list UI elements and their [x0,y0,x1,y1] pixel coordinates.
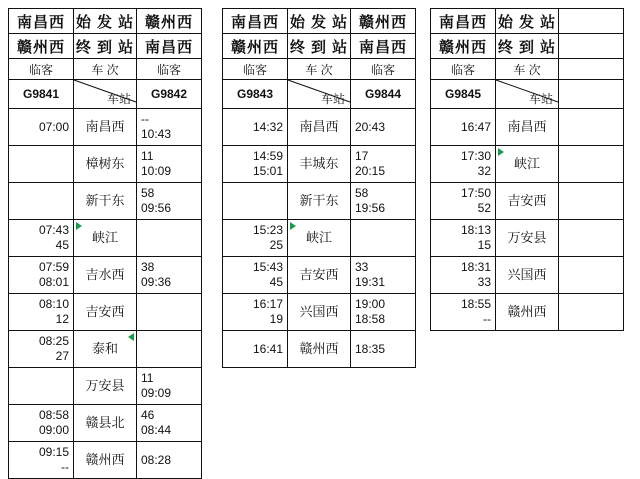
station-name-cell [496,183,559,220]
type-row [9,59,202,80]
marker-triangle-icon [128,333,134,341]
departure-right: 19:56 [355,201,386,215]
table-row [223,220,416,257]
dest-label: 终 到 站 [74,34,137,59]
departure-left: 15:01 [252,164,283,178]
times-right [351,257,416,294]
station-name: 峡江 [91,230,118,245]
times-right [351,331,416,368]
times-left [223,294,288,331]
station-name: 南昌西 [85,119,125,134]
departure-left: 14:32 [252,119,283,134]
departure-right: 10:09 [141,164,172,178]
timetable-block-1 [8,8,202,479]
station-name: 赣州西 [299,341,339,356]
rows-body-3 [431,109,624,331]
station-name-cell [74,294,137,331]
station-name: 新干东 [299,193,339,208]
origin-row [223,9,416,34]
origin-label: 始 发 站 [74,9,137,34]
station-name-cell [288,294,351,331]
arrival-left: 08:25 [38,334,69,348]
station-name: 泰和 [91,341,118,356]
station-name: 赣州西 [85,452,125,467]
station-diagonal-cell [496,80,559,109]
marker-triangle-icon [498,148,504,156]
station-name-cell [288,220,351,257]
train-number-right: G9842 [137,80,202,109]
origin-row [431,9,624,34]
station-name: 吉安西 [85,304,125,319]
dest-left: 赣州西 [9,34,74,59]
arrival-left: 16:41 [252,341,283,356]
departure-left: 12 [55,312,69,326]
times-right [351,109,416,146]
arrival-left: 15:23 [252,223,283,237]
departure-right: 20:43 [355,119,386,134]
station-name-cell [288,331,351,368]
departure-right: 08:44 [141,423,172,437]
table-row [223,257,416,294]
departure-right: 18:58 [355,312,386,326]
station-label: 车站 [320,92,345,106]
times-left [9,405,74,442]
origin-label: 始 发 站 [288,9,351,34]
table-row [9,405,202,442]
departure-left: 08:01 [38,275,69,289]
station-name: 兴国西 [507,267,547,282]
table-row [9,146,202,183]
table-row [223,146,416,183]
train-number-left: G9845 [431,80,496,109]
arrival-right: 46 [141,408,155,422]
times-right [351,294,416,331]
origin-left: 南昌西 [9,9,74,34]
dest-label: 终 到 站 [496,34,559,59]
times-left [223,109,288,146]
times-left [9,442,74,479]
train-number-right [559,80,624,109]
times-left [223,257,288,294]
station-name: 万安县 [85,378,125,393]
type-row [223,59,416,80]
arrival-left: 17:50 [460,186,491,200]
table-row [223,294,416,331]
station-name: 新干东 [85,193,125,208]
times-right [137,405,202,442]
station-name: 南昌西 [299,119,339,134]
station-name: 吉安西 [507,193,547,208]
arrival-left: 14:59 [252,149,283,163]
arrival-left: 07:43 [38,223,69,237]
table-row [431,146,624,183]
type-right [559,59,624,80]
station-name-cell [74,109,137,146]
type-row [431,59,624,80]
times-right [559,257,624,294]
departure-left: 33 [477,275,491,289]
arrival-left: 08:58 [38,408,69,422]
departure-left: 07:00 [38,119,69,134]
arrival-left: 16:17 [252,297,283,311]
station-name-cell [74,183,137,220]
times-right [559,220,624,257]
arrival-left: 15:43 [252,260,283,274]
times-left [223,220,288,257]
departure-right: 08:28 [141,452,172,467]
departure-right: 20:15 [355,164,386,178]
station-name: 峡江 [513,156,540,171]
dest-label: 终 到 站 [288,34,351,59]
dest-row [9,34,202,59]
station-name-cell [74,368,137,405]
station-label: 车站 [528,92,553,106]
station-name-cell [496,109,559,146]
train-number-left: G9841 [9,80,74,109]
trainno-row [431,80,624,109]
origin-right: 赣州西 [351,9,416,34]
station-name-cell [496,257,559,294]
timetable-3 [430,8,624,331]
dest-left: 赣州西 [223,34,288,59]
table-row [223,109,416,146]
station-name: 赣县北 [85,415,125,430]
station-name-cell [74,257,137,294]
table-row [223,331,416,368]
times-right [137,294,202,331]
departure-left: -- [483,312,491,326]
table-row [431,294,624,331]
departure-right: 09:56 [141,201,172,215]
dest-right [559,34,624,59]
table-row [9,109,202,146]
arrival-left: 17:30 [460,149,491,163]
station-name-cell [288,109,351,146]
table-row [431,220,624,257]
times-left [9,294,74,331]
times-right [351,183,416,220]
times-right [559,294,624,331]
departure-left: -- [61,460,69,474]
departure-right: 09:09 [141,386,172,400]
arrival-left: 07:59 [38,260,69,274]
type-right: 临客 [137,59,202,80]
station-name: 峡江 [305,230,332,245]
times-right [137,109,202,146]
table-row [9,368,202,405]
table-row [9,220,202,257]
times-left [9,109,74,146]
station-diagonal-cell [288,80,351,109]
times-left [9,368,74,405]
table-row [9,257,202,294]
times-left [431,257,496,294]
station-name: 樟树东 [85,156,125,171]
arrival-left: 18:13 [460,223,491,237]
dest-right: 南昌西 [351,34,416,59]
times-left [9,146,74,183]
trainno-row [223,80,416,109]
type-left: 临客 [431,59,496,80]
type-right: 临客 [351,59,416,80]
table-row [9,442,202,479]
origin-left: 南昌西 [223,9,288,34]
table-row [223,183,416,220]
arrival-right: -- [141,112,149,126]
arrival-right: 18:35 [355,341,386,356]
arrival-left: 08:10 [38,297,69,311]
timetable-2 [222,8,416,368]
times-right [137,331,202,368]
times-right [137,183,202,220]
table-row [9,331,202,368]
departure-left: 15 [477,238,491,252]
times-right [137,442,202,479]
station-name: 赣州西 [507,304,547,319]
dest-left: 赣州西 [431,34,496,59]
station-name: 吉安西 [299,267,339,282]
train-label: 车 次 [74,59,137,80]
arrival-right: 58 [141,186,155,200]
arrival-right: 11 [141,149,154,163]
times-right [137,368,202,405]
origin-right: 赣州西 [137,9,202,34]
times-right [559,146,624,183]
station-name-cell [496,146,559,183]
table-row [431,257,624,294]
station-name-cell [74,405,137,442]
station-name-cell [74,146,137,183]
table-row [431,183,624,220]
times-right [137,257,202,294]
departure-left: 16:47 [460,119,491,134]
arrival-left: 09:15 [38,445,69,459]
arrival-right: 19:00 [355,297,386,311]
trainno-row [9,80,202,109]
times-right [137,146,202,183]
departure-left: 27 [55,349,69,363]
arrival-right: 11 [141,371,154,385]
departure-right: 10:43 [141,127,172,141]
train-label: 车 次 [496,59,559,80]
times-left [223,146,288,183]
station-name-cell [74,220,137,257]
station-name: 丰城东 [299,156,339,171]
times-left [431,294,496,331]
departure-left: 25 [269,238,283,252]
station-name-cell [288,146,351,183]
table-row [431,109,624,146]
station-label: 车站 [106,92,131,106]
train-number-left: G9843 [223,80,288,109]
origin-right [559,9,624,34]
train-number-right: G9844 [351,80,416,109]
type-left: 临客 [223,59,288,80]
marker-triangle-icon [290,222,296,230]
times-left [9,257,74,294]
station-name: 兴国西 [299,304,339,319]
departure-left: 32 [477,164,491,178]
departure-left: 45 [269,275,283,289]
station-name-cell [496,294,559,331]
times-left [9,183,74,220]
departure-left: 19 [269,312,283,326]
station-name: 万安县 [507,230,547,245]
station-name-cell [74,442,137,479]
station-name-cell [288,183,351,220]
dest-right: 南昌西 [137,34,202,59]
times-left [223,183,288,220]
station-name-cell [288,257,351,294]
rows-body-2 [223,109,416,368]
times-left [431,109,496,146]
origin-row [9,9,202,34]
station-name-cell [74,331,137,368]
times-right [351,220,416,257]
times-right [137,220,202,257]
times-left [431,220,496,257]
times-left [9,331,74,368]
departure-left: 52 [477,201,491,215]
station-name: 吉水西 [85,267,125,282]
station-diagonal-cell [74,80,137,109]
rows-body-1 [9,109,202,479]
departure-right: 19:31 [355,275,386,289]
timetable-1 [8,8,202,479]
times-right [559,183,624,220]
times-left [431,183,496,220]
table-row [9,294,202,331]
marker-triangle-icon [76,222,82,230]
arrival-left: 18:55 [460,297,491,311]
origin-left: 南昌西 [431,9,496,34]
arrival-right: 38 [141,260,155,274]
times-right [351,146,416,183]
times-right [559,109,624,146]
origin-label: 始 发 站 [496,9,559,34]
type-left: 临客 [9,59,74,80]
dest-row [223,34,416,59]
arrival-left: 18:31 [460,260,491,274]
times-left [431,146,496,183]
arrival-right: 17 [355,149,369,163]
arrival-right: 58 [355,186,369,200]
departure-left: 45 [55,238,69,252]
table-row [9,183,202,220]
train-label: 车 次 [288,59,351,80]
departure-left: 09:00 [38,423,69,437]
times-left [9,220,74,257]
arrival-right: 33 [355,260,369,274]
times-left [223,331,288,368]
timetable-block-3 [430,8,624,331]
station-name-cell [496,220,559,257]
timetable-block-2 [222,8,416,368]
departure-right: 09:36 [141,275,172,289]
station-name: 南昌西 [507,119,547,134]
dest-row [431,34,624,59]
